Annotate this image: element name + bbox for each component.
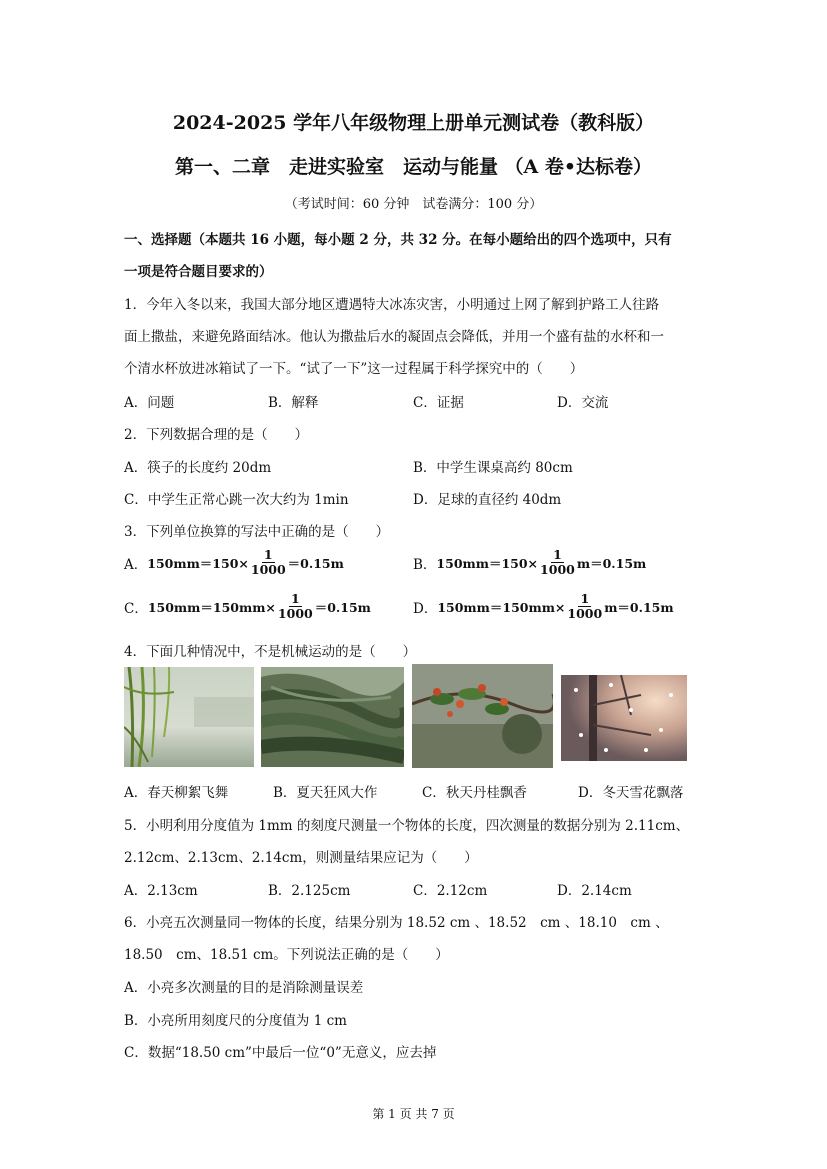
q6-option-b: B．小亮所用刻度尺的分度值为 1 cm [124,1013,347,1029]
q1-stem-line1: 1．今年入冬以来，我国大部分地区遭遇特大冰冻灾害，小明通过上网了解到护路工人往路 [124,297,660,313]
q1-stem-line3: 个清水杯放进冰箱试了一下。“试了一下”这一过程属于科学探究中的（ ） [124,361,584,377]
q1-option-b: B．解释 [268,395,319,411]
q3-stem: 3．下列单位换算的写法中正确的是（ ） [124,524,390,540]
q3-option-a [124,548,344,577]
q3-option-c-letter: C． [124,600,148,617]
q6-stem-line1: 6．小亮五次测量同一物体的长度，结果分别为 18.52 cm 、18.52 cm 、18.10 cm 、 [124,915,669,931]
q2-stem: 2．下列数据合理的是（ ） [124,427,309,443]
q6-stem-line2: 18.50 cm、18.51 cm。下列说法正确的是（ ） [124,947,449,963]
exam-info: （考试时间：60 分钟 试卷满分：100 分） [284,197,543,212]
q3-option-c [124,592,371,621]
q5-option-c: C．2.12cm [413,883,488,899]
q5-stem-line1: 5．小明利用分度值为 1mm 的刻度尺测量一个物体的长度，四次测量的数据分别为 2.11cm、 [124,818,690,834]
q3-option-a-fraction [251,548,286,577]
q4-option-a: A．春天柳絮飞舞 [124,785,229,801]
q3-option-d-fraction [567,592,602,621]
q6-option-c: C．数据“18.50 cm”中最后一位“0”无意义，应去掉 [124,1045,437,1061]
q4-option-b: B．夏天狂风大作 [273,785,378,801]
fraction-denominator: 1000 [567,606,603,621]
q1-stem-line2: 面上撒盐，来避免路面结冰。他认为撒盐后水的凝固点会降低，并用一个盛有盐的水杯和一 [124,329,664,345]
section-heading-line1: 一、选择题（本题共 16 小题，每小题 2 分，共 32 分。在每小题给出的四个选项中，只有 [124,232,672,248]
q1-option-d: D．交流 [557,395,609,411]
q3-option-b [413,548,646,577]
q1-option-a: A．问题 [124,395,175,411]
q3-option-b-letter: B． [413,556,437,573]
q5-option-b: B．2.125cm [268,883,351,899]
q4-stem: 4．下面几种情况中，不是机械运动的是（ ） [124,644,417,660]
q2-option-b: B．中学生课桌高约 80cm [413,460,573,476]
q4-option-c: C．秋天丹桂飘香 [422,785,527,801]
page-title: 2024-2025 学年八年级物理上册单元测试卷（教科版） [172,112,655,134]
fraction-numerator: 1 [580,591,590,606]
q3-option-b-fraction [540,548,575,577]
q3-option-a-left: 150mm＝150× [147,555,249,571]
q3-option-a-letter: A． [124,556,148,573]
fraction-denominator: 1000 [250,562,286,577]
q3-option-c-right: ＝0.15m [314,599,371,615]
q3-option-a-right: ＝0.15m [287,555,344,571]
q3-option-c-fraction [278,592,313,621]
q3-option-c-left: 150mm＝150mm× [147,599,276,615]
q2-option-d: D．足球的直径约 40dm [413,492,562,508]
page-subtitle: 第一、二章 走进实验室 运动与能量 （A 卷•达标卷） [174,156,653,178]
fraction-numerator: 1 [263,547,273,562]
q4-option-d: D．冬天雪花飘落 [578,785,684,801]
fraction-denominator: 1000 [540,562,575,577]
q3-option-d-left: 150mm＝150mm× [437,599,566,615]
fraction-numerator: 1 [290,591,300,606]
q3-option-d [413,592,674,621]
fraction-denominator: 1000 [277,606,313,621]
page-number: 第 1 页 共 7 页 [372,1107,455,1121]
q3-option-d-letter: D． [413,600,438,617]
q1-option-c: C．证据 [413,395,464,411]
q2-option-c: C．中学生正常心跳一次大约为 1min [124,492,349,508]
section-heading-line2: 一项是符合题目要求的） [124,264,273,280]
q3-option-b-right: m＝0.15m [576,555,647,571]
q5-option-d: D．2.14cm [557,883,632,899]
q2-option-a: A．筷子的长度约 20dm [124,460,272,476]
windy-tree-photo [261,667,404,767]
snowfall-photo [561,675,687,761]
q3-option-b-left: 150mm＝150× [436,555,539,571]
willow-catkins-photo [124,667,254,767]
q3-option-d-right: m＝0.15m [604,599,674,615]
q5-option-a: A．2.13cm [124,883,198,899]
q6-option-a: A．小亮多次测量的目的是消除测量误差 [124,980,364,996]
fraction-numerator: 1 [553,547,562,562]
osmanthus-photo [412,664,553,768]
q5-stem-line2: 2.12cm、2.13cm、2.14cm，则测量结果应记为（ ） [124,850,478,866]
